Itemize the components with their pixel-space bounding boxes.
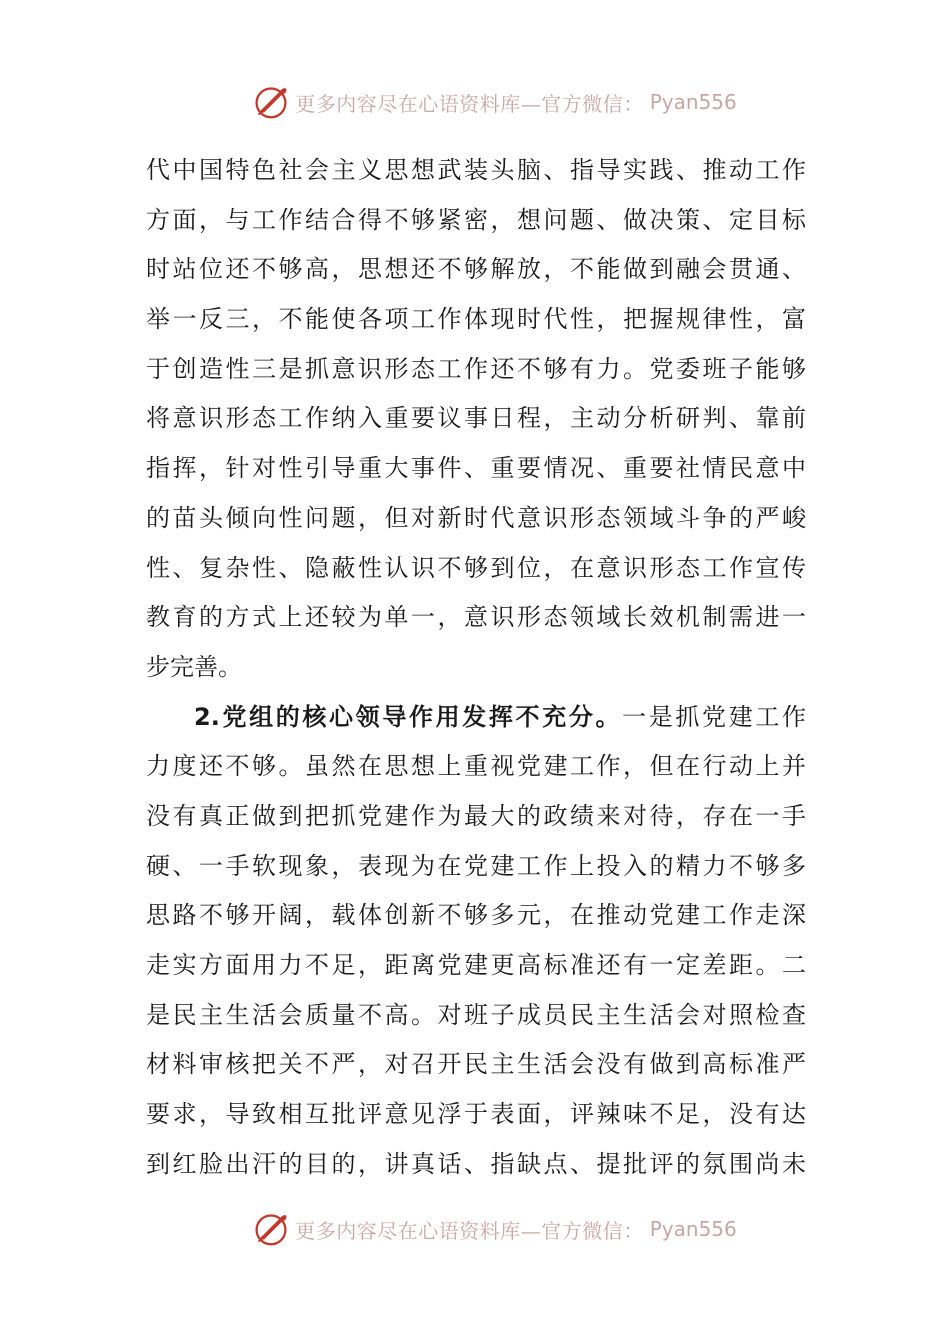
text-line: 没有真正做到把抓党建作为最大的政绩来对待，存在一手: [146, 801, 806, 830]
text-line: 是民主生活会质量不高。对班子成员民主生活会对照检查: [146, 1000, 806, 1029]
text-line: 时站位还不够高，思想还不够解放，不能做到融会贯通、: [146, 255, 806, 284]
paragraph-2: [146, 693, 806, 1190]
text-line: 的苗头倾向性问题，但对新时代意识形态领域斗争的严峻: [146, 503, 806, 532]
text-line: 教育的方式上还较为单一，意识形态领域长效机制需进一: [146, 603, 806, 632]
header-banner-text: 更多内容尽在心语资料库—官方微信：: [295, 91, 644, 116]
footer-banner-text: 更多内容尽在心语资料库—官方微信：: [295, 1218, 644, 1243]
section-heading: 2.党组的核心领导作用发挥不充分。: [194, 702, 623, 731]
text-line: 性、复杂性、隐蔽性认识不够到位，在意识形态工作宣传: [146, 553, 806, 582]
text-line: 力度还不够。虽然在思想上重视党建工作，但在行动上并: [146, 752, 806, 781]
text-line: 方面，与工作结合得不够紧密，想问题、做决策、定目标: [146, 205, 806, 234]
footer-wechat-id: Pyan556: [649, 1217, 737, 1241]
header-wechat-id: Pyan556: [649, 90, 737, 114]
document-body: [146, 146, 806, 1189]
text-line: 举一反三，不能使各项工作体现时代性，把握规律性，富: [146, 305, 806, 334]
paragraph-2-first-line: [146, 693, 806, 743]
footer-watermark-banner: [0, 1209, 950, 1249]
text-line: 走实方面用力不足，距离党建更高标准还有一定差距。二: [146, 951, 806, 979]
text-line: 指挥，针对性引导重大事件、重要情况、重要社情民意中: [146, 454, 806, 483]
text-line: 要求，导致相互批评意见浮于表面，评辣味不足，没有达: [146, 1100, 806, 1129]
text-line: 于创造性三是抓意识形态工作还不够有力。党委班子能够: [146, 354, 806, 383]
text-line: 步完善。: [146, 652, 242, 681]
paragraph-1: [146, 146, 806, 693]
text-run: 一是抓党建工作: [622, 702, 806, 731]
quill-logo-icon: [253, 1211, 289, 1247]
text-line: 代中国特色社会主义思想武装头脑、指导实践、推动工作: [146, 156, 806, 184]
quill-logo-icon: [253, 84, 289, 120]
text-line: 到红脸出汗的目的，讲真话、指缺点、提批评的氛围尚未: [146, 1149, 806, 1178]
text-line: 材料审核把关不严，对召开民主生活会没有做到高标准严: [146, 1050, 806, 1079]
text-line: 思路不够开阔，载体创新不够多元，在推动党建工作走深: [146, 901, 806, 930]
text-line: 硬、一手软现象，表现为在党建工作上投入的精力不够多: [146, 851, 806, 880]
text-line: 将意识形态工作纳入重要议事日程，主动分析研判、靠前: [146, 404, 806, 433]
header-watermark-banner: [0, 82, 950, 122]
